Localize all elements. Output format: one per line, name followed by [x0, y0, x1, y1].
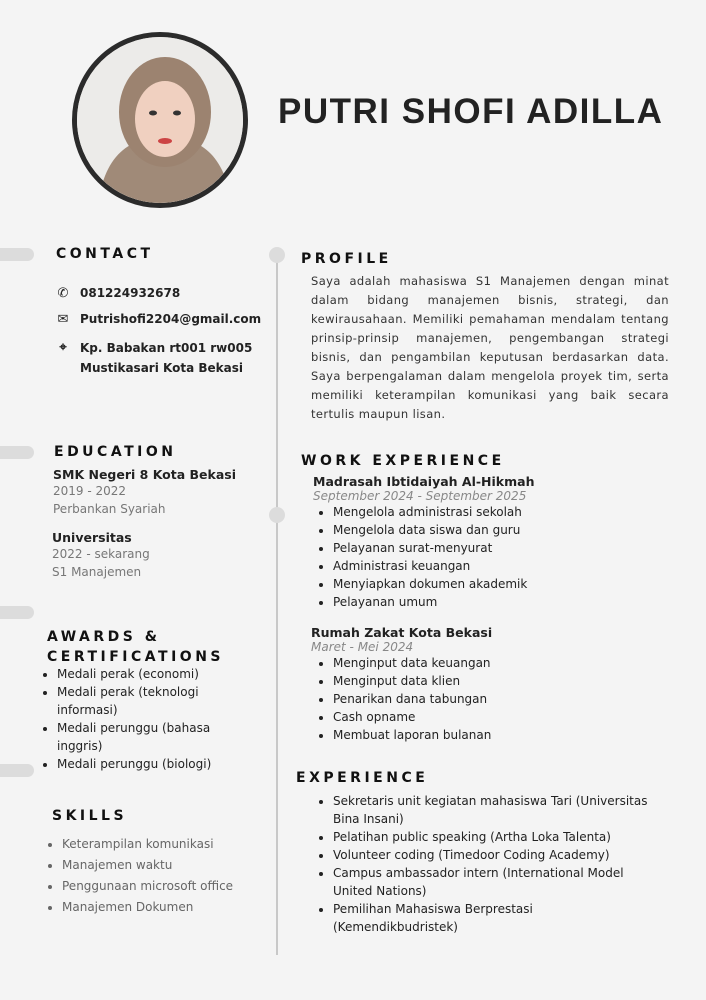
profile-text: Saya adalah mahasiswa S1 Manajemen dengan minat dalam bidang manajemen bisnis, strategi, dan kewirausahaan. Memiliki pemahaman mendalam tentang prinsip-prinsip manajemen, pengembangan strategi bisnis, dan pengambilan keputusan berdasarkan data. Saya berpengalaman dalam mengelola proyek tim, serta memiliki keterampilan komunikasi yang baik secara tertulis maupun lisan. — [311, 274, 669, 421]
work-heading: WORK EXPERIENCE — [301, 453, 505, 469]
awards-list: • Medali perak (economi) • Medali perak (teknologi informasi) • Medali perunggu (bahasa inggris) • Medali perunggu (biologi) — [37, 665, 237, 773]
mail-icon: ✉ — [57, 312, 69, 327]
timeline-dot — [269, 507, 285, 523]
section-tab — [0, 606, 34, 619]
full-name: PUTRI SHOFI ADILLA — [278, 92, 664, 131]
profile-heading: PROFILE — [301, 251, 392, 267]
experience-list: • Sekretaris unit kegiatan mahasiswa Tari (Universitas Bina Insani) • Pelatihan public speaking (Artha Loka Talenta) • Volunteer coding (Timedoor Coding Academy) • Campus ambassador intern (International Model United Nations) • Pemilihan Mahasiswa Berprestasi (Kemendikbudristek) — [313, 792, 658, 936]
phone-icon: ✆ — [57, 286, 69, 301]
education-item: Universitas 2022 - sekarang S1 Manajemen — [52, 530, 150, 579]
contact-phone: ✆ 081224932678 — [54, 286, 180, 301]
education-heading: EDUCATION — [54, 444, 177, 460]
contact-email[interactable]: ✉ Putrishofi2204@gmail.com — [54, 312, 261, 327]
profile-photo — [72, 32, 248, 208]
awards-heading: AWARDS & CERTIFICATIONS — [47, 629, 225, 665]
section-tab — [0, 764, 34, 777]
contact-heading: CONTACT — [56, 246, 154, 262]
location-pin-icon: ⌖ — [59, 340, 67, 355]
timeline-divider — [276, 255, 278, 955]
section-tab — [0, 446, 34, 459]
education-item: SMK Negeri 8 Kota Bekasi 2019 - 2022 Perbankan Syariah — [53, 467, 236, 516]
job-entry: Rumah Zakat Kota Bekasi Maret - Mei 2024 • Menginput data keuangan • Menginput data klien • Penarikan dana tabungan • Cash opname • Membuat laporan bulanan — [311, 625, 492, 744]
skills-heading: SKILLS — [52, 808, 128, 824]
job-entry: Madrasah Ibtidaiyah Al-Hikmah September 2024 - September 2025 • Mengelola administrasi sekolah • Mengelola data siswa dan guru • Pelayanan surat-menyurat • Administrasi keuangan • Menyiapkan dokumen akademik • Pelayanan umum — [313, 474, 534, 611]
section-tab — [0, 248, 34, 261]
timeline-dot — [269, 247, 285, 263]
experience-heading: EXPERIENCE — [296, 770, 429, 786]
contact-address: ⌖ Kp. Babakan rt001 rw005 Mustikasari Kota Bekasi — [54, 338, 252, 378]
skills-list: • Keterampilan komunikasi • Manajemen waktu • Penggunaan microsoft office • Manajemen Dokumen — [42, 834, 233, 918]
